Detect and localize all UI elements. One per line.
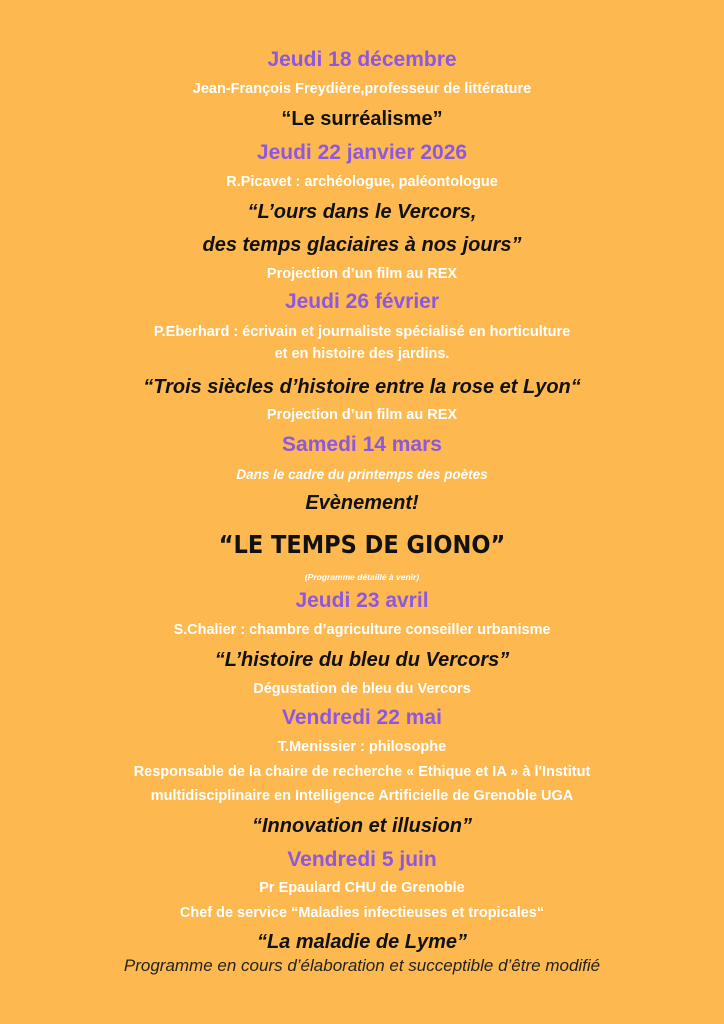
event-title-line2: des temps glaciaires à nos jours” <box>202 234 522 256</box>
event-note: Projection d’un film au REX <box>266 266 458 282</box>
event-note: (Programme détaillé à venir) <box>304 572 420 582</box>
event-title: “La maladie de Lyme” <box>256 931 468 953</box>
event-title: “Le surréalisme” <box>281 108 443 130</box>
event-title: “L’histoire du bleu du Vercors” <box>214 649 510 671</box>
event-date: Jeudi 22 janvier 2026 <box>256 141 468 164</box>
event-speaker-line1: T.Menissier : philosophe <box>277 739 447 755</box>
event-speaker: S.Chalier : chambre d’agriculture conseiller urbanisme <box>173 622 551 638</box>
footer-note: Programme en cours d’élaboration et succeptible d’être modifié <box>123 956 601 975</box>
event-date: Vendredi 5 juin <box>287 848 437 871</box>
event-title: “Innovation et illusion” <box>252 815 472 837</box>
event-date: Vendredi 22 mai <box>282 706 442 729</box>
event-title: “LE TEMPS DE GIONO” <box>218 530 506 559</box>
event-title: “Trois siècles d’histoire entre la rose et Lyon“ <box>143 376 581 398</box>
event-highlight: Evènement! <box>305 492 419 514</box>
event-title-line1: “L’ours dans le Vercors, <box>247 201 477 223</box>
event-date: Jeudi 23 avril <box>295 589 429 612</box>
event-speaker-line1: P.Eberhard : écrivain et journaliste spécialisé en horticulture <box>153 324 571 340</box>
event-date: Jeudi 26 février <box>284 290 440 313</box>
event-speaker-line3: multidisciplinaire en Intelligence Artificielle de Grenoble UGA <box>150 788 574 804</box>
event-note: Dégustation de bleu du Vercors <box>253 681 471 697</box>
event-speaker-line2: Chef de service “Maladies infectieuses et tropicales“ <box>179 905 545 921</box>
event-speaker-line2: et en histoire des jardins. <box>274 346 450 362</box>
event-date: Jeudi 18 décembre <box>267 48 457 71</box>
event-speaker-line2: Responsable de la chaire de recherche « Ethique et IA » à l'Institut <box>133 764 591 780</box>
event-date: Samedi 14 mars <box>282 433 442 456</box>
event-speaker-line1: Pr Epaulard CHU de Grenoble <box>259 880 465 896</box>
event-context: Dans le cadre du printemps des poètes <box>236 467 488 482</box>
event-speaker: R.Picavet : archéologue, paléontologue <box>226 174 498 190</box>
event-speaker: Jean-François Freydière,professeur de littérature <box>192 81 532 97</box>
event-note: Projection d’un film au REX <box>266 407 458 423</box>
